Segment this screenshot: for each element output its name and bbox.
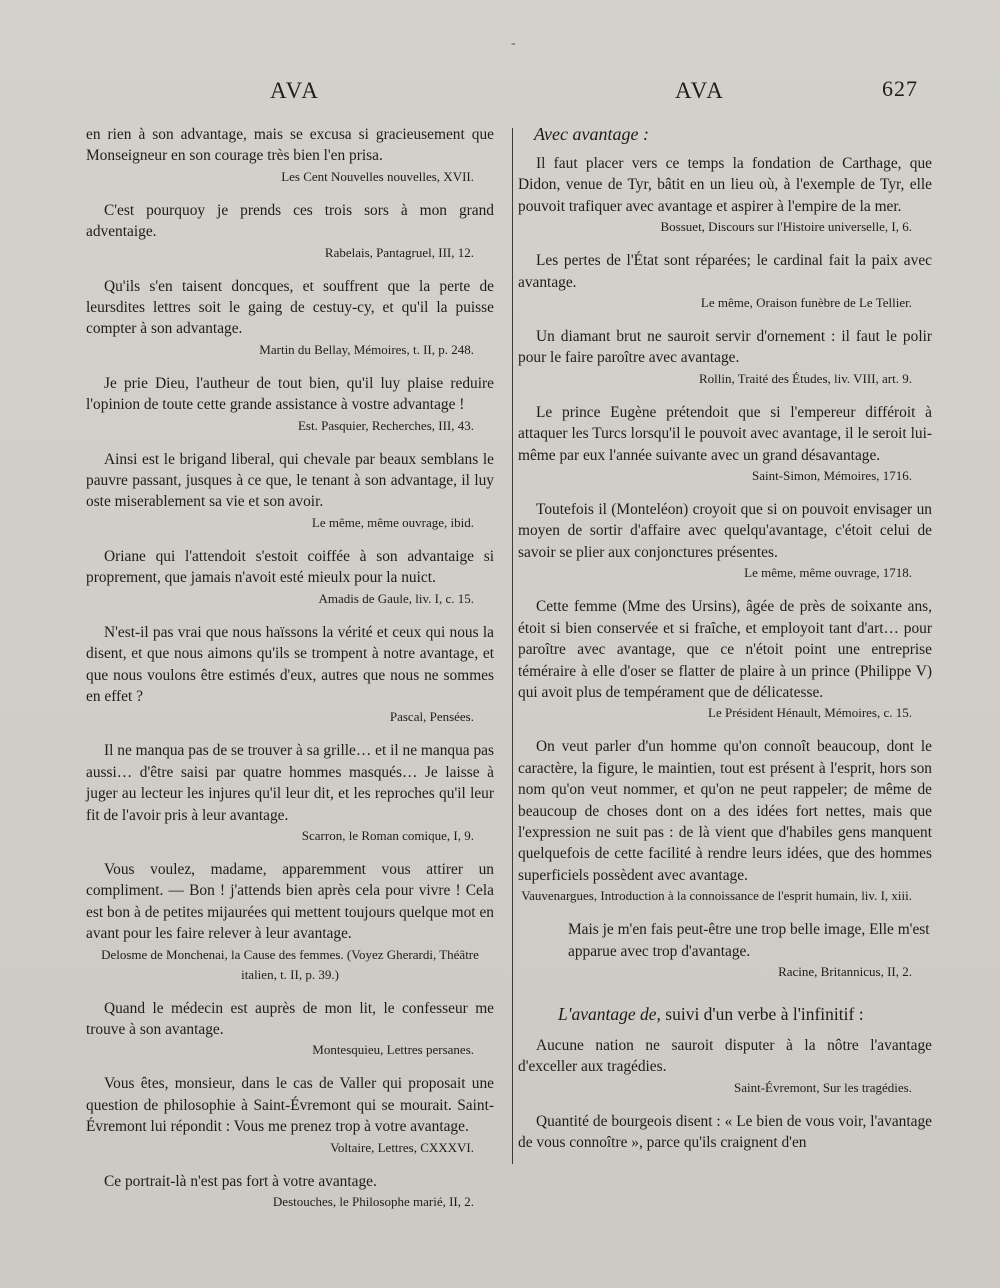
left-column [86, 124, 494, 1225]
quotation-text: Cette femme (Mme des Ursins), âgée de près de soixante ans, étoit si bien conservée et si fraîche, et employoit tant d'art… pour paroître avec avantage, que ce n'étoit point une entreprise téméraire à elle d'oser se flatter de plaire à un prince (Philippe V) qui avoit plus de tempérament que de délicatesse. [518, 598, 932, 701]
entry-block [86, 998, 494, 1061]
quotation-source: Racine, Britannicus, II, 2. [778, 963, 912, 979]
entry-block [86, 1073, 494, 1157]
quotation-text: Toutefois il (Monteléon) croyoit que si on pouvoit envisager un moyen de sortir d'affaire avec quelqu'avantage, c'étoit celui de savoir se plier aux conjonctures présentes. [518, 501, 932, 561]
running-head-right: AVA [675, 78, 725, 103]
quotation-source: Rollin, Traité des Études, liv. VIII, art. 9. [698, 370, 912, 386]
quotation-source: Delosme de Monchenai, la Cause des femmes. (Voyez Gherardi, Théâtre italien, t. II, p. 39.) [101, 946, 479, 982]
quotation-text: Je prie Dieu, l'autheur de tout bien, qu'il luy plaise reduire l'opinion de toute cette grande assistance à vostre advantage ! [86, 374, 494, 414]
quotation-source: Est. Pasquier, Recherches, III, 43. [297, 417, 474, 433]
quotation-text: Il faut placer vers ce temps la fondation de Carthage, que Didon, venue de Tyr, bâtit en un lieu où, à l'exemple de Tyr, elle pouvoit trafiquer avec avantage et aspirer à l'empire de la mer. [518, 155, 932, 215]
quotation-text: Aucune nation ne sauroit disputer à la nôtre l'avantage d'exceller aux tragédies. [518, 1036, 932, 1076]
right-column [518, 124, 932, 1167]
section-heading-2 [558, 1004, 932, 1025]
quotation-text: Quand le médecin est auprès de mon lit, le confesseur me trouve à son avantage. [86, 999, 494, 1038]
quotation-text: Ainsi est le brigand liberal, qui chevale par beaux semblans le pauvre passant, jusques à ce que, le tenant à son advantage, il luy oste miserablement sa vie et son avoir. [86, 450, 494, 511]
quotation-text: N'est-il pas vrai que nous haïssons la vérité et ceux qui nous la disent, et que nous aimons qu'ils se trompent à notre avantage, et que nous voulons être estimés d'eux, autres que nous ne sommes en effet ? [86, 623, 494, 705]
quotation-source: Bossuet, Discours sur l'Histoire universelle, I, 6. [660, 219, 912, 235]
entry-block [86, 859, 494, 985]
quotation-text: Il ne manqua pas de se trouver à sa grille… et il ne manqua pas aussi… d'être saisi par quatre hommes masqués… Je laisse à juger au lecteur les injures qu'il leur dit, et les reproches qu'il leur fit de l'avoir pris à leur avantage. [86, 742, 494, 824]
entry-block [86, 1171, 494, 1212]
quotation-text: Le prince Eugène prétendoit que si l'empereur différoit à attaquer les Turcs lorsqu'il le pouvoit avec avantage, il le seroit lui-même par eux l'année suivante avec un grand désavantage. [518, 403, 932, 464]
quotation-source: Vauvenargues, Introduction à la connoissance de l'esprit humain, liv. I, xiii. [521, 888, 912, 904]
quotation-text: en rien à son advantage, mais se excusa si gracieusement que Monseigneur en son courage très bien l'en prisa. [86, 126, 494, 165]
quotation-source: Scarron, le Roman comique, I, 9. [301, 827, 474, 843]
entry-block [518, 153, 932, 237]
section-heading-2-term: L'avantage de, [558, 1003, 661, 1024]
entry-block [518, 499, 932, 583]
entry-block [518, 596, 932, 723]
quotation-source: Destouches, le Philosophe marié, II, 2. [272, 1194, 474, 1209]
quotation-text: Vous êtes, monsieur, dans le cas de Valler qui proposait une question de philosophie à Saint-Évremont qui se mourait. Saint-Évremont lui répondit : Vous me prenez trop à votre avantage. [86, 1075, 494, 1136]
quotation-text: C'est pourquoy je prends ces trois sors à mon grand adventaige. [86, 201, 494, 241]
quotation-text: Quantité de bourgeois disent : « Le bien de vous voir, l'avantage de vous connoître », parce qu'ils craignent d'en [518, 1112, 932, 1152]
entry-block [86, 740, 494, 846]
entry-block [86, 546, 494, 609]
quotation-source: Le même, même ouvrage, 1718. [744, 565, 912, 581]
entry-block [518, 1035, 932, 1098]
quotation-text: Vous voulez, madame, apparemment vous attirer un compliment. — Bon ! j'attends bien après cela pour vivre ! Cela est bon à de petites mijaurées qui mettent toujours quelque mot en avant pour les faire relever à leur avantage. [86, 860, 494, 943]
quotation-source: Saint-Évremont, Sur les tragédies. [734, 1079, 912, 1095]
entry-block [86, 622, 494, 728]
quotation-source: Voltaire, Lettres, CXXXVI. [330, 1139, 474, 1155]
quotation-source: Martin du Bellay, Mémoires, t. II, p. 248. [259, 341, 474, 357]
running-head-left: AVA [270, 78, 320, 103]
entry-block [518, 402, 932, 486]
right-entries-2 [518, 1035, 932, 1154]
entry-block [86, 449, 494, 533]
entry-block [86, 373, 494, 436]
entry-block [86, 124, 494, 187]
page-number: 627 [882, 76, 918, 101]
quotation-text: Les pertes de l'État sont réparées; le cardinal fait la paix avec avantage. [518, 252, 932, 291]
section-heading-2-text: suivi d'un verbe à l'infinitif : [660, 1003, 864, 1024]
quotation-text: Un diamant brut ne sauroit servir d'ornement : il faut le polir pour le faire paroître avec avantage. [518, 328, 932, 367]
entry-block [518, 326, 932, 389]
quotation-text: Qu'ils s'en taisent doncques, et souffrent que la perte de leursdites lettres soit le gaing de cestuy-cy, et qu'il la puisse compter à son advantage. [86, 277, 494, 338]
entry-block [86, 276, 494, 360]
quotation-text: On veut parler d'un homme qu'on connoît beaucoup, dont le caractère, la figure, le maintien, tout est présent à l'esprit, hors son nom qu'on veut nommer, et qu'on ne peut rappeler; de même de beaucoup de choses dont on a des idées fort nettes, mais que l'expression ne suit pas : de là vient que d'habiles gens manquent quelquefois de cette facilité à rendre leurs idées, que des hommes superficiels possèdent avec avantage. [518, 738, 932, 884]
column-divider [512, 128, 513, 1164]
quotation-source: Le même, Oraison funèbre de Le Tellier. [700, 295, 912, 311]
quotation-source: Amadis de Gaule, liv. I, c. 15. [318, 590, 474, 606]
quotation-source: Saint-Simon, Mémoires, 1716. [752, 468, 912, 484]
quotation-text: Mais je m'en fais peut-être une trop belle image, Elle m'est apparue avec trop d'avantage. [568, 921, 930, 960]
entry-block [86, 200, 494, 263]
quotation-source: Le Président Hénault, Mémoires, c. 15. [708, 705, 912, 721]
quotation-source: Les Cent Nouvelles nouvelles, XVII. [281, 168, 474, 184]
entry-block [518, 1111, 932, 1154]
section-heading: Avec avantage : [534, 124, 649, 144]
right-entries [518, 153, 932, 982]
quotation-source: Le même, même ouvrage, ibid. [311, 514, 474, 530]
top-mark: - [511, 36, 516, 51]
quotation-text: Oriane qui l'attendoit s'estoit coiffée à son advantaige si proprement, que jamais n'avoit esté mieulx pour la nuict. [86, 547, 494, 587]
entry-block [518, 250, 932, 313]
quotation-text: Ce portrait-là n'est pas fort à votre avantage. [104, 1172, 377, 1190]
quotation-source: Pascal, Pensées. [389, 709, 474, 725]
quotation-source: Montesquieu, Lettres persanes. [312, 1042, 474, 1058]
entry-block [518, 919, 932, 982]
quotation-source: Rabelais, Pantagruel, III, 12. [324, 244, 474, 260]
entry-block [518, 736, 932, 906]
